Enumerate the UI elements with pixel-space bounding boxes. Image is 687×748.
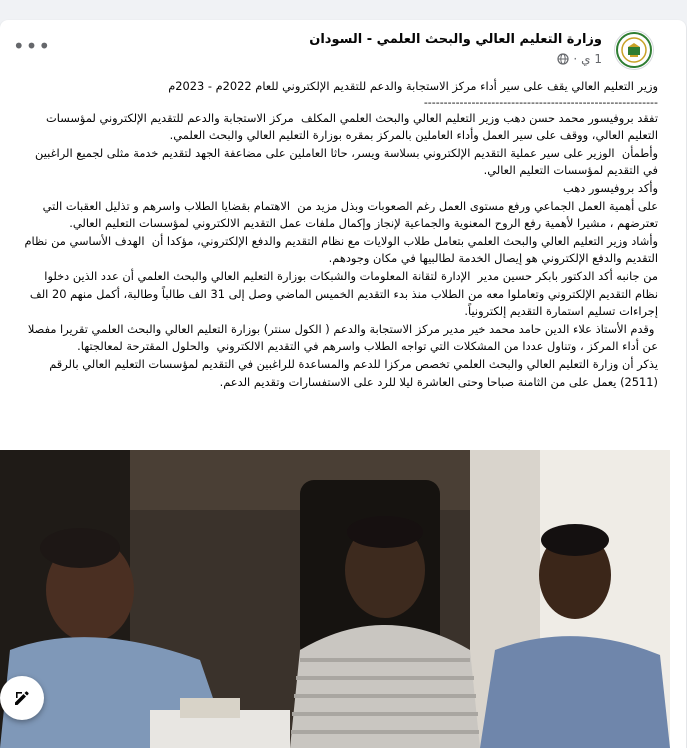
post-meta	[557, 52, 602, 66]
page-name[interactable]: وزارة التعليم العالي والبحث العلمي - السودان	[309, 32, 602, 47]
post-divider: -----------------------------------------------------------	[423, 95, 658, 109]
post-paragraph: وأشاد وزير التعليم العالي والبحث العلمي بتعامل طلاب الولايات مع نظام التقديم والدفع الإلكتروني، مؤكدا أن الهدف الأساسي من نظام التقديم والدفع الإلكتروني هو إيصال الخدمة لطالبيها في مكان وجودهم.	[20, 233, 658, 266]
post-paragraph: وأكد بروفيسور دهب	[563, 180, 658, 195]
post-paragraph: من جانبه أكد الدكتور بابكر حسين مدير الإدارة لتقانة المعلومات والشبكات بوزارة التعليم العالي والبحث العلمي أن عدد الذين دخلوا نظام التقديم الإلكتروني وتعاملوا معه من الطلاب منذ بدء التقديم الخميس الماضي وصل إلى 31 الف طالباً وطالبة، أكمل منهم 20 الف إجراءات تسليم استمارة التقديم إلكترونياً.	[26, 268, 658, 319]
more-options-icon[interactable]: •••	[12, 34, 52, 58]
edit-icon[interactable]	[0, 676, 44, 720]
post-paragraph: تفقد بروفيسور محمد حسن دهب وزير التعليم العالي والبحث العلمي المكلف مركز الاستجابة والدعم للتقديم الإلكتروني لمؤسسات التعليم العالي، ووقف على سير العمل وأداء العاملين بالمركز بمقره بوزارة التعليم العالي والبحث العلمي.	[42, 110, 658, 143]
meta-separator: ·	[573, 52, 578, 66]
post-text	[18, 78, 658, 391]
post-paragraph: وقدم الأستاذ علاء الدين حامد محمد خير مدير مركز الاستجابة والدعم ( الكول سنتر) بوزارة التعليم العالي والبحث العلمي تقريرا مفصلا عن أداء المركز ، وتناول عددا من المشكلات التي تواجه الطلاب واسرهم في التقديم الالكتروني والحلول المقترحة لمعالجتها.	[24, 321, 658, 354]
meeting-photo	[0, 450, 670, 748]
post-card	[0, 20, 686, 748]
post-paragraph: على أهمية العمل الجماعي ورفع مستوى العمل رغم الصعوبات وبذل مزيد من الاهتمام بقضايا الطلاب واسرهم و تذليل العقبات التي تعترضهم ، مشيرا لأهمية رفع الروح المعنوية والجماعية لإنجاز وإكمال ملفات عمل التقديم الالكتروني لمؤسسات التعليم العالي.	[39, 198, 658, 231]
globe-icon	[557, 53, 569, 65]
page-avatar[interactable]	[614, 30, 654, 70]
post-header	[12, 30, 654, 72]
post-paragraph: وأطمأن الوزير على سير عملية التقديم الإلكتروني بسلاسة ويسر، حاثا العاملين على مضاعفة الجهد لتقديم خدمة مثلى لجميع الراغبين في التقديم لمؤسسات التعليم العالي.	[31, 145, 658, 178]
ministry-logo-icon	[615, 31, 653, 69]
post-time[interactable]: 1 ي	[581, 52, 602, 66]
post-paragraph: يذكر أن وزارة التعليم العالي والبحث العلمي تخصص مركزا للدعم والمساعدة للراغبين في التقديم لمؤسسات التعليم العالي بالرقم (2511) يعمل على من الثامنة صباحا وحتى العاشرة ليلا للرد على الاستفسارات وتقديم الدعم.	[45, 356, 658, 389]
post-photo[interactable]	[0, 450, 670, 748]
post-title: وزير التعليم العالي يقف على سير أداء مركز الاستجابة والدعم للتقديم الإلكتروني للعام 2022م - 2023م	[168, 79, 658, 93]
pencil-icon	[12, 688, 32, 708]
